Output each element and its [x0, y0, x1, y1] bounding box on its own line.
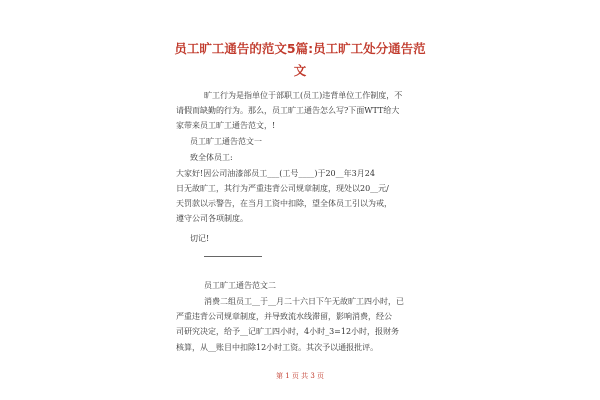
- paragraph-line: 家带来员工旷工通告范文，!: [176, 121, 276, 130]
- blank-underline: [204, 256, 262, 257]
- salutation: 致全体员工:: [190, 153, 233, 162]
- paragraph-line: 遵守公司各项制度。: [176, 214, 248, 223]
- paragraph-line: 大家好!因公司油漆部员工___(工号____)于20__年3月24: [176, 169, 375, 178]
- paragraph-line: 司研究决定，给予__记旷工四小时，4小时_3=12小时，报财务: [176, 327, 400, 336]
- paragraph-line: 天罚款以示警告，在当月工资中扣除，望全体员工引以为戒，: [176, 199, 392, 208]
- paragraph-line: 请假而缺勤的行为。那么，员工旷工通告怎么写?下面WTT给大: [176, 106, 400, 115]
- paragraph-line: 消费二组员工__于__月二十六日下午无故旷工四小时，已: [204, 297, 404, 306]
- document-title: [150, 38, 450, 82]
- paragraph-line: 严重违背公司规章制度，并导致流水线滞留，影响消费，经公: [176, 312, 392, 321]
- page-number: 第 1 页 共 3 页: [275, 372, 325, 380]
- paragraph-line: 核算，从__账目中扣除12小时工资。其次予以通报批评。: [176, 343, 379, 352]
- section-heading-2: 员工旷工通告范文二: [204, 281, 276, 290]
- closing-remark: 切记!: [190, 234, 210, 243]
- title-line-1: 员工旷工通告的范文5篇:员工旷工处分通告范: [174, 41, 426, 56]
- paragraph-line: 旷工行为是指单位于部职工(员工)违背单位工作制度，不: [204, 91, 403, 100]
- paragraph-line: 日无故旷工，其行为严重违背公司规章制度，现处以20__元/: [176, 184, 389, 193]
- title-line-2: 文: [293, 63, 307, 78]
- section-heading-1: 员工旷工通告范文一: [190, 137, 262, 146]
